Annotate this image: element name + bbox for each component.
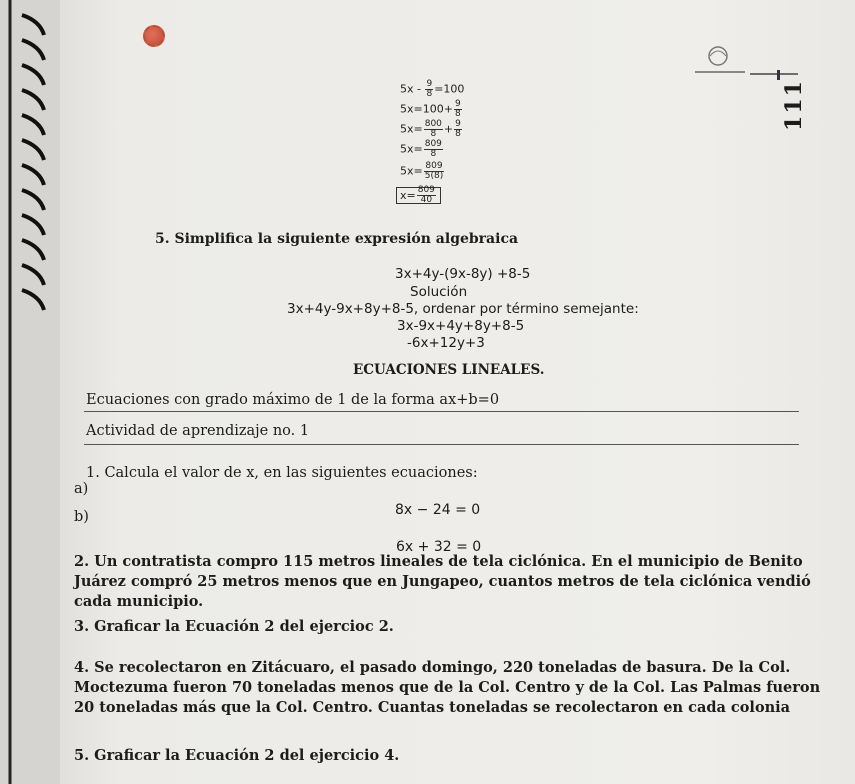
- school-emblem-icon: [690, 40, 800, 80]
- solution-final-answer: x= $\frac{809}{40}$: [396, 186, 441, 205]
- question-1a-equation: 8x − 24 = 0: [395, 502, 481, 518]
- solution-step-4: 5x= $\frac{809}{8}$: [400, 139, 442, 159]
- question-1b-equation: 6x + 32 = 0: [396, 539, 482, 555]
- section-5-heading: 5. Simplifica la siguiente expresión algebraica: [155, 231, 519, 247]
- divider-top: [84, 411, 799, 412]
- spiral-binding: [0, 0, 60, 784]
- linear-equations-definition: Ecuaciones con grado máximo de 1 de la forma ax+b=0: [86, 392, 500, 408]
- solution-step-5: 5x= $\frac{809}{5(8)}$: [400, 161, 444, 181]
- divider-bottom: [84, 444, 799, 445]
- activity-heading: Actividad de aprendizaje no. 1: [86, 423, 310, 439]
- solution-step-2: 5x=100+ $\frac{9}{8}$: [400, 99, 461, 119]
- question-5: 5. Graficar la Ecuación 2 del ejercicio 4.: [74, 747, 400, 764]
- page-number: 111: [780, 79, 807, 131]
- question-4: 4. Se recolectaron en Zitácuaro, el pasado domingo, 220 toneladas de basura. De la Col. Moctezuma fueron 70 toneladas menos que de la Col. Centro y de la Col. Las Palmas fueron 20 toneladas más que la Col. Centro. Cuantas toneladas se recolectaron en cada colonia: [74, 659, 821, 716]
- solution-step-1: 5x - $\frac{9}{8}$ =100: [400, 79, 465, 99]
- solution-label: Solución: [410, 284, 468, 300]
- section-5-step-1: 3x+4y-9x+8y+8-5, ordenar por término semejante:: [287, 301, 639, 317]
- section-5-step-2: 3x-9x+4y+8y+8-5: [397, 318, 525, 334]
- corner-logo-icon: [143, 25, 165, 47]
- question-1: 1. Calcula el valor de x, en las siguientes ecuaciones:: [86, 465, 478, 481]
- solution-step-3: 5x= $\frac{800}{8}$ + $\frac{9}{8}$: [400, 119, 461, 139]
- section-5-step-3: -6x+12y+3: [407, 335, 485, 351]
- page-number-marker: [777, 70, 780, 80]
- question-1b-label: b): [74, 509, 89, 525]
- question-1a-label: a): [74, 481, 89, 497]
- section-5-expression: 3x+4y-(9x-8y) +8-5: [395, 266, 531, 282]
- linear-equations-title: ECUACIONES LINEALES.: [353, 362, 545, 378]
- question-3: 3. Graficar la Ecuación 2 del ejercioc 2.: [74, 618, 394, 635]
- question-2: 2. Un contratista compro 115 metros lineales de tela ciclónica. En el municipio de Benito Juárez compró 25 metros menos que en Jungapeo, cuantos metros de tela ciclónica vendió cada municipio.: [74, 553, 811, 610]
